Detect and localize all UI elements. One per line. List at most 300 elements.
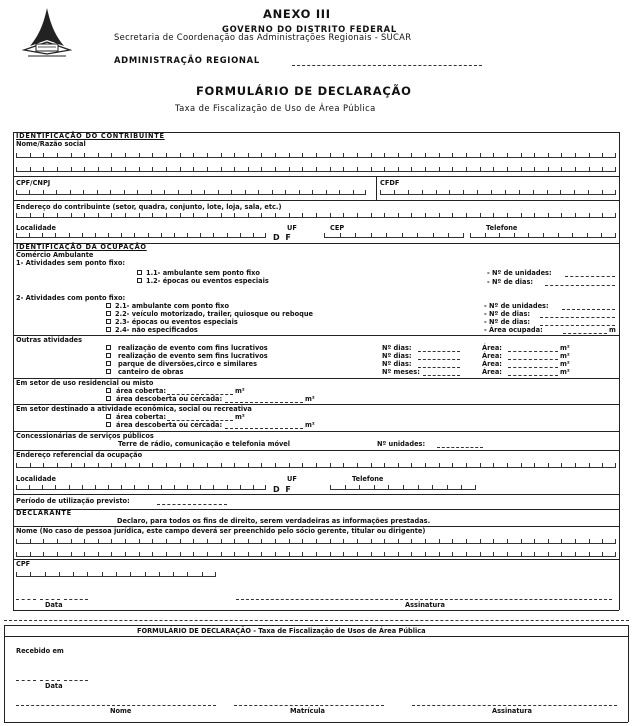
box-tick <box>265 233 266 238</box>
box-tick <box>386 233 387 238</box>
out2-area-unit: m² <box>560 352 570 360</box>
out1-dias-field[interactable] <box>418 351 460 352</box>
box-tick <box>84 552 85 557</box>
data-mes[interactable] <box>40 599 60 600</box>
out2-area-field[interactable] <box>508 359 558 360</box>
box-tick <box>411 213 412 218</box>
res-descoberta-checkbox[interactable] <box>106 396 111 401</box>
box-tick <box>461 485 462 490</box>
box-tick <box>207 153 208 158</box>
box-tick <box>43 213 44 218</box>
box-tick <box>227 233 228 238</box>
declarante-assinatura-label: Assinatura <box>405 601 445 609</box>
box-tick <box>45 572 46 577</box>
box-tick <box>425 463 426 468</box>
box-tick <box>316 463 317 468</box>
recibo-assinatura-label: Assinatura <box>492 707 532 715</box>
endereco-ref-label: Endereço referencial da ocupação <box>16 451 143 459</box>
gdf-logo <box>22 6 72 60</box>
box-tick <box>166 213 167 218</box>
box-tick <box>84 213 85 218</box>
box-tick <box>371 233 372 238</box>
administracao-field[interactable] <box>292 65 482 66</box>
box-tick <box>152 167 153 172</box>
box-tick <box>548 552 549 557</box>
item24-label: 2.4- não especificados <box>115 326 198 334</box>
recibo-title: FORMULÁRIO DE DECLARAÇÃO - Taxa de Fiscalização de Usos de Área Pública <box>137 627 426 635</box>
box-tick <box>240 233 241 238</box>
box-tick <box>411 167 412 172</box>
box-tick <box>548 539 549 544</box>
box-tick <box>480 213 481 218</box>
box-tick <box>108 233 109 238</box>
out1-dias-label: Nº dias: <box>382 344 412 352</box>
cep-label: CEP <box>330 224 345 232</box>
box-tick <box>30 572 31 577</box>
item12-checkbox[interactable] <box>137 278 142 283</box>
box-tick <box>95 485 96 490</box>
box-tick <box>534 539 535 544</box>
box-tick <box>261 153 262 158</box>
box-tick <box>69 233 70 238</box>
box-tick <box>615 190 616 195</box>
box-tick <box>507 463 508 468</box>
box-tick <box>193 153 194 158</box>
n-dias-3-label: - Nº de dias: <box>484 318 531 326</box>
out4-meses-field[interactable] <box>423 375 460 376</box>
box-tick <box>289 167 290 172</box>
declarante-cpf-field[interactable] <box>16 571 216 577</box>
box-tick <box>71 463 72 468</box>
box-tick <box>533 190 534 195</box>
eco-descoberta-label: área descoberta ou cercada: <box>116 421 223 429</box>
item21-checkbox[interactable] <box>106 303 111 308</box>
n-dias-3-field[interactable] <box>540 325 615 326</box>
box-tick <box>98 213 99 218</box>
box-tick <box>71 213 72 218</box>
box-tick <box>493 539 494 544</box>
box-tick <box>357 539 358 544</box>
out3-dias-label: Nº dias: <box>382 360 412 368</box>
out4-area-field[interactable] <box>508 375 558 376</box>
eco-coberta-checkbox[interactable] <box>106 414 111 419</box>
box-tick <box>602 153 603 158</box>
recibo-data-mes[interactable] <box>40 680 60 681</box>
cpf-field[interactable] <box>16 189 366 195</box>
box-tick <box>534 552 535 557</box>
box-tick <box>275 153 276 158</box>
box-tick <box>261 213 262 218</box>
box-tick <box>57 463 58 468</box>
box-tick <box>180 463 181 468</box>
box-tick <box>234 167 235 172</box>
n-unidades-2-field[interactable] <box>562 309 615 310</box>
box-tick <box>534 153 535 158</box>
recibo-nome-field[interactable] <box>16 705 216 706</box>
box-tick <box>193 213 194 218</box>
area-ocupada-field[interactable] <box>563 333 607 334</box>
box-tick <box>548 153 549 158</box>
box-tick <box>200 233 201 238</box>
box-tick <box>615 153 616 158</box>
box-tick <box>71 153 72 158</box>
box-tick <box>110 190 111 195</box>
box-tick <box>227 485 228 490</box>
out3-area-label: Área: <box>482 360 502 368</box>
out2-dias-label: Nº dias: <box>382 352 412 360</box>
item23-checkbox[interactable] <box>106 319 111 324</box>
box-tick <box>231 190 232 195</box>
recibo-data-dia[interactable] <box>16 680 36 681</box>
box-tick <box>485 233 486 238</box>
form-title: FORMULÁRIO DE DECLARAÇÃO <box>196 84 412 98</box>
nome-field[interactable] <box>16 152 616 158</box>
out1-area-unit: m² <box>560 344 570 352</box>
recibo-data-label: Data <box>45 682 63 690</box>
comercio-label: Comércio Ambulante <box>16 251 94 259</box>
box-tick <box>493 213 494 218</box>
box-tick <box>528 233 529 238</box>
box-tick <box>589 153 590 158</box>
anexo-title: ANEXO III <box>263 7 331 21</box>
box-tick <box>125 167 126 172</box>
box-tick <box>493 153 494 158</box>
box-tick <box>589 463 590 468</box>
box-tick <box>159 572 160 577</box>
out2-checkbox[interactable] <box>106 353 111 358</box>
box-tick <box>357 213 358 218</box>
box-tick <box>193 463 194 468</box>
declarante-nome-label: Nome (No caso de pessoa jurídica, este campo deverá ser preenchido pelo sócio gerente, titular ou dirigente) <box>16 527 426 535</box>
box-tick <box>151 190 152 195</box>
box-tick <box>111 463 112 468</box>
box-tick <box>433 233 434 238</box>
box-tick <box>164 190 165 195</box>
box-tick <box>371 463 372 468</box>
box-tick <box>180 539 181 544</box>
box-tick <box>204 190 205 195</box>
box-tick <box>432 485 433 490</box>
box-tick <box>463 233 464 238</box>
box-tick <box>398 167 399 172</box>
box-tick <box>357 167 358 172</box>
box-tick <box>29 233 30 238</box>
recebido-label: Recebido em <box>16 647 64 655</box>
out4-label: canteiro de obras <box>118 368 184 376</box>
item24-checkbox[interactable] <box>106 327 111 332</box>
section-ocupacao: IDENTIFICAÇÃO DA OCUPAÇÃO <box>16 243 147 251</box>
n-dias-field[interactable] <box>545 285 615 286</box>
area-ocupada-label: - Área ocupada: <box>484 326 543 334</box>
box-tick <box>139 167 140 172</box>
box-tick <box>191 190 192 195</box>
box-tick <box>521 539 522 544</box>
box-tick <box>316 167 317 172</box>
box-tick <box>69 485 70 490</box>
out3-label: parque de diversões,circo e similares <box>118 360 258 368</box>
box-tick <box>166 153 167 158</box>
box-tick <box>601 233 602 238</box>
declarante-data-label: Data <box>45 601 63 609</box>
box-tick <box>134 233 135 238</box>
box-tick <box>207 463 208 468</box>
box-tick <box>43 153 44 158</box>
box-tick <box>116 572 117 577</box>
box-tick <box>480 167 481 172</box>
box-tick <box>480 552 481 557</box>
loc-ref-label: Localidade <box>16 475 56 483</box>
uf-ref-value: D F <box>273 485 293 494</box>
box-tick <box>572 233 573 238</box>
eco-descoberta-checkbox[interactable] <box>106 422 111 427</box>
box-tick <box>439 213 440 218</box>
box-tick <box>43 463 44 468</box>
box-tick <box>16 463 17 468</box>
box-tick <box>57 153 58 158</box>
out1-checkbox[interactable] <box>106 345 111 350</box>
box-tick <box>326 190 327 195</box>
box-tick <box>312 190 313 195</box>
box-tick <box>380 190 381 195</box>
box-tick <box>248 213 249 218</box>
box-tick <box>207 167 208 172</box>
box-tick <box>507 153 508 158</box>
item23-label: 2.3- épocas ou eventos especiais <box>115 318 238 326</box>
item11-checkbox[interactable] <box>137 270 142 275</box>
box-tick <box>384 539 385 544</box>
box-tick <box>240 485 241 490</box>
box-tick <box>87 572 88 577</box>
uf-value: D F <box>273 233 293 242</box>
box-tick <box>29 485 30 490</box>
box-tick <box>29 190 30 195</box>
box-tick <box>30 552 31 557</box>
residencial-label: Em setor de uso residencial ou misto <box>16 379 154 387</box>
recibo-assinatura-field[interactable] <box>412 705 617 706</box>
box-tick <box>534 167 535 172</box>
box-tick <box>180 153 181 158</box>
periodo-field[interactable] <box>157 504 227 505</box>
box-tick <box>213 485 214 490</box>
recibo-data-ano[interactable] <box>64 680 88 681</box>
box-tick <box>152 552 153 557</box>
box-tick <box>289 463 290 468</box>
box-tick <box>452 539 453 544</box>
box-tick <box>57 167 58 172</box>
box-tick <box>174 233 175 238</box>
box-tick <box>408 190 409 195</box>
box-tick <box>302 167 303 172</box>
box-tick <box>180 213 181 218</box>
box-tick <box>371 539 372 544</box>
uf-ref-label: UF <box>287 475 297 483</box>
eco-descoberta-field[interactable] <box>225 428 303 429</box>
out3-checkbox[interactable] <box>106 361 111 366</box>
box-tick <box>166 539 167 544</box>
box-tick <box>261 463 262 468</box>
box-tick <box>265 485 266 490</box>
box-tick <box>371 153 372 158</box>
box-tick <box>477 190 478 195</box>
box-tick <box>275 213 276 218</box>
box-tick <box>139 153 140 158</box>
section-declarante: DECLARANTE <box>16 509 72 517</box>
cep-field[interactable] <box>324 232 464 238</box>
n-dias-label: - Nº de dias: <box>487 278 534 286</box>
box-tick <box>98 167 99 172</box>
box-tick <box>534 213 535 218</box>
box-tick <box>30 153 31 158</box>
box-tick <box>602 167 603 172</box>
box-tick <box>493 463 494 468</box>
localidade-field[interactable] <box>16 232 266 238</box>
governo-label: GOVERNO DO DISTRITO FEDERAL <box>222 24 397 34</box>
box-tick <box>615 167 616 172</box>
recibo-matricula-label: Matrícula <box>290 707 325 715</box>
out3-area-field[interactable] <box>508 367 558 368</box>
loc-ref-field[interactable] <box>16 484 266 490</box>
box-tick <box>289 153 290 158</box>
box-tick <box>207 213 208 218</box>
box-tick <box>125 539 126 544</box>
box-tick <box>43 539 44 544</box>
box-tick <box>561 213 562 218</box>
cfdf-field[interactable] <box>380 189 616 195</box>
box-tick <box>261 552 262 557</box>
box-tick <box>302 552 303 557</box>
tel-ref-field[interactable] <box>330 484 476 490</box>
box-tick <box>561 153 562 158</box>
box-tick <box>343 539 344 544</box>
tel-ref-label: Telefone <box>352 475 384 483</box>
declarante-nome-field-2[interactable] <box>16 551 616 557</box>
box-tick <box>602 213 603 218</box>
box-tick <box>57 213 58 218</box>
box-tick <box>507 539 508 544</box>
box-tick <box>439 463 440 468</box>
box-tick <box>221 213 222 218</box>
box-tick <box>187 572 188 577</box>
box-tick <box>330 539 331 544</box>
res-coberta-checkbox[interactable] <box>106 388 111 393</box>
box-tick <box>42 485 43 490</box>
box-tick <box>359 485 360 490</box>
box-tick <box>411 539 412 544</box>
box-tick <box>55 485 56 490</box>
box-tick <box>16 233 17 238</box>
box-tick <box>316 539 317 544</box>
box-tick <box>139 213 140 218</box>
out4-checkbox[interactable] <box>106 369 111 374</box>
box-tick <box>575 153 576 158</box>
box-tick <box>261 167 262 172</box>
box-tick <box>418 485 419 490</box>
box-tick <box>422 190 423 195</box>
box-tick <box>275 552 276 557</box>
box-tick <box>302 539 303 544</box>
box-tick <box>480 539 481 544</box>
box-tick <box>384 153 385 158</box>
box-tick <box>330 153 331 158</box>
box-tick <box>436 190 437 195</box>
out2-area-label: Área: <box>482 352 502 360</box>
torre-unidades-field[interactable] <box>437 447 483 448</box>
res-descoberta-field[interactable] <box>225 402 303 403</box>
box-tick <box>548 463 549 468</box>
out2-dias-field[interactable] <box>418 359 460 360</box>
box-tick <box>125 213 126 218</box>
box-tick <box>221 167 222 172</box>
box-tick <box>16 153 17 158</box>
box-tick <box>357 463 358 468</box>
declarante-nome-field[interactable] <box>16 538 616 544</box>
box-tick <box>602 539 603 544</box>
box-tick <box>43 552 44 557</box>
area-unit: m <box>609 326 616 334</box>
declarante-assinatura-field[interactable] <box>236 599 612 600</box>
out3-dias-field[interactable] <box>418 367 460 368</box>
box-tick <box>289 213 290 218</box>
eco-descoberta-unit: m² <box>305 421 315 429</box>
n-dias-2-field[interactable] <box>540 317 615 318</box>
box-tick <box>452 552 453 557</box>
item22-checkbox[interactable] <box>106 311 111 316</box>
box-tick <box>125 153 126 158</box>
box-tick <box>253 485 254 490</box>
nome-field-2[interactable] <box>16 166 616 172</box>
telefone-field[interactable] <box>470 232 616 238</box>
box-tick <box>425 167 426 172</box>
box-tick <box>130 572 131 577</box>
box-tick <box>411 552 412 557</box>
box-tick <box>452 213 453 218</box>
box-tick <box>452 167 453 172</box>
endereco-field[interactable] <box>16 212 616 218</box>
box-tick <box>521 153 522 158</box>
box-tick <box>59 572 60 577</box>
recibo-matricula-field[interactable] <box>234 705 384 706</box>
box-tick <box>152 213 153 218</box>
uf-label: UF <box>287 224 297 232</box>
out1-area-field[interactable] <box>508 351 558 352</box>
box-tick <box>16 552 17 557</box>
box-tick <box>448 233 449 238</box>
box-tick <box>221 153 222 158</box>
box-tick <box>615 539 616 544</box>
box-tick <box>16 572 17 577</box>
box-tick <box>152 463 153 468</box>
data-ano[interactable] <box>64 599 88 600</box>
box-tick <box>575 213 576 218</box>
box-tick <box>602 190 603 195</box>
box-tick <box>558 233 559 238</box>
box-tick <box>248 552 249 557</box>
telefone-label: Telefone <box>486 224 518 232</box>
data-dia[interactable] <box>16 599 36 600</box>
box-tick <box>82 233 83 238</box>
box-tick <box>98 463 99 468</box>
box-tick <box>84 463 85 468</box>
box-tick <box>180 167 181 172</box>
box-tick <box>275 463 276 468</box>
box-tick <box>534 463 535 468</box>
box-tick <box>480 463 481 468</box>
endereco-ref-field[interactable] <box>16 462 616 468</box>
box-tick <box>43 167 44 172</box>
box-tick <box>299 190 300 195</box>
box-tick <box>543 233 544 238</box>
n-unidades-field[interactable] <box>565 276 615 277</box>
